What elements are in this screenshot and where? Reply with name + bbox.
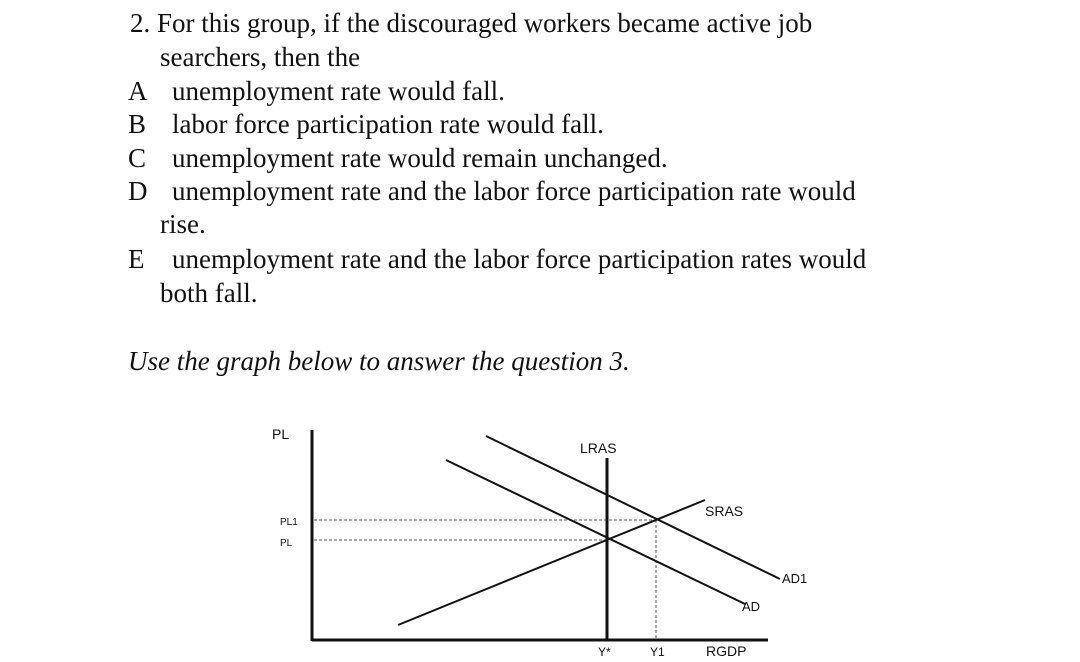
graph-instruction: Use the graph below to answer the question 3.	[128, 346, 630, 376]
question-2-continuation: searchers, then the	[160, 42, 361, 72]
y-axis-label: PL	[272, 426, 290, 442]
lras-label: LRAS	[580, 440, 617, 456]
y1-label: Y1	[650, 645, 665, 659]
sras-label: SRAS	[705, 503, 744, 519]
option-e-letter: E	[128, 244, 145, 274]
ad-label: AD	[742, 599, 761, 614]
ad1-label: AD1	[782, 571, 808, 586]
option-a-letter: A	[128, 76, 148, 106]
option-d-text: unemployment rate and the labor force participation rate would	[172, 176, 856, 206]
ad-curve	[446, 460, 745, 604]
option-e-continuation: both fall.	[160, 278, 258, 308]
option-a-text: unemployment rate would fall.	[172, 76, 505, 106]
option-c-letter: C	[128, 143, 147, 173]
pl1-label: PL1	[280, 517, 298, 528]
option-d-continuation: rise.	[160, 209, 206, 239]
option-b-letter: B	[128, 109, 147, 139]
option-c-text: unemployment rate would remain unchanged.	[172, 143, 668, 173]
question-2-text: 2. For this group, if the discouraged workers became active job	[130, 8, 813, 38]
option-e-text: unemployment rate and the labor force participation rates would	[172, 244, 867, 274]
pl-label: PL	[280, 538, 293, 549]
y-star-label: Y*	[598, 645, 611, 659]
x-axis-label: RGDP	[706, 643, 747, 659]
option-d-letter: D	[128, 176, 148, 206]
option-b-text: labor force participation rate would fall.	[172, 109, 604, 139]
